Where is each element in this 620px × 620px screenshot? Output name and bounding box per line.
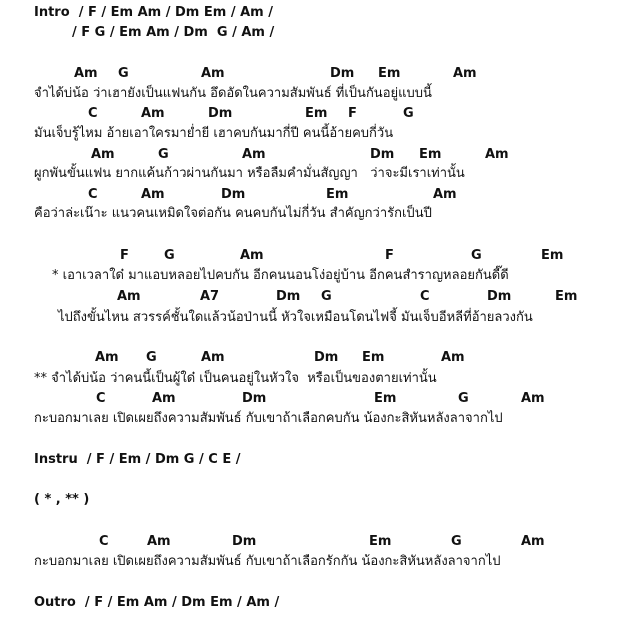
chord-label: Am — [95, 350, 119, 365]
chord-label: C — [88, 106, 98, 121]
chord-label: Dm — [232, 534, 257, 549]
chord-label: G — [451, 534, 462, 549]
chord-label: G — [403, 106, 414, 121]
chord-label: Am — [240, 248, 264, 263]
chord-label: G — [471, 248, 482, 263]
chord-label: G — [158, 147, 169, 162]
chord-label: Am — [141, 106, 165, 121]
chord-label: C — [88, 187, 98, 202]
chord-label: C — [99, 534, 109, 549]
chord-label: C — [96, 391, 106, 406]
chord-label: Am — [201, 350, 225, 365]
chord-label: Am — [147, 534, 171, 549]
chord-label: Am — [453, 66, 477, 81]
lyric-line: จำได้บ่น้อ ว่าเฮายังเป็นแฟนกัน อึดอัดในความสัมพันธ์ ที่เป็นกันอยู่แบบนี้ — [34, 86, 432, 101]
chord-label: Dm — [208, 106, 233, 121]
chord-label: G — [146, 350, 157, 365]
chord-label: Am — [91, 147, 115, 162]
chord-label: Em — [541, 248, 564, 263]
chord-label: Am — [201, 66, 225, 81]
lyric-line: กะบอกมาเลย เปิดเผยถึงความสัมพันธ์ กับเขาถ้าเลือกคบกัน น้องกะสิหันหลังลาจากไป — [34, 411, 503, 426]
chord-label: Em — [305, 106, 328, 121]
chord-label: Am — [74, 66, 98, 81]
chord-label: C — [420, 289, 430, 304]
chord-label: Dm — [221, 187, 246, 202]
lyric-line: ผูกพันขั้นแฟน ยากแค้นก้าวผ่านกันมา หรือลืมคำมั่นสัญญา ว่าจะมีเราเท่านั้น — [34, 166, 465, 181]
lyric-line: มันเจ็บรู้ไหม อ้ายเอาใครมาย่ำยี เฮาคบกันมากี่ปี คนนี้อ้ายคบกี่วัน — [34, 126, 394, 141]
chord-label: Em — [374, 391, 397, 406]
chord-label: Dm — [276, 289, 301, 304]
chord-label: Am — [433, 187, 457, 202]
lyric-line: ไปถึงขั้นไหน สวรรค์ชั้นใดแล้วน้อป่านนี้ หัวใจเหมือนโดนไฟจี้ มันเจ็บอีหลีที่อ้ายลวงกัน — [58, 310, 533, 325]
chord-label: G — [164, 248, 175, 263]
chord-label: Am — [117, 289, 141, 304]
intro-line-2: / F G / Em Am / Dm G / Am / — [72, 25, 275, 40]
repeat-marker: ( * , ** ) — [34, 492, 90, 507]
chord-label: Am — [242, 147, 266, 162]
outro-line: Outro / F / Em Am / Dm Em / Am / — [34, 595, 280, 610]
chord-label: G — [118, 66, 129, 81]
chord-label: Dm — [330, 66, 355, 81]
chord-label: Em — [362, 350, 385, 365]
chord-label: Am — [521, 534, 545, 549]
chord-label: Em — [419, 147, 442, 162]
chord-label: Am — [141, 187, 165, 202]
chord-label: Dm — [370, 147, 395, 162]
chord-label: G — [321, 289, 332, 304]
chord-label: Am — [152, 391, 176, 406]
chord-label: F — [348, 106, 357, 121]
lyric-line: * เอาเวลาใด๋ มาแอบหลอยไปคบกัน อีกคนนอนโง่อยู่บ้าน อีกคนสำราญหลอยกันดี๊ดี — [52, 268, 509, 283]
chord-label: A7 — [200, 289, 220, 304]
chord-label: Am — [521, 391, 545, 406]
chord-label: Em — [326, 187, 349, 202]
chord-label: Em — [555, 289, 578, 304]
lyric-line: คือว่าล่ะเน๊าะ แนวคนเหมิดใจต่อกัน คนคบกันไม่กี่วัน สำคัญกว่ารักเป็นปี — [34, 206, 432, 221]
chord-label: F — [385, 248, 394, 263]
chord-label: F — [120, 248, 129, 263]
lyric-line: ** จำได้บ่น้อ ว่าคนนี้เป็นผู้ใด๋ เป็นคนอยู่ในหัวใจ หรือเป็นของตายเท่านั้น — [34, 371, 437, 386]
intro-line-1: Intro / F / Em Am / Dm Em / Am / — [34, 5, 273, 20]
chord-label: Am — [485, 147, 509, 162]
instru-line: Instru / F / Em / Dm G / C E / — [34, 452, 241, 467]
chord-label: Dm — [314, 350, 339, 365]
chord-label: Dm — [242, 391, 267, 406]
lyric-line: กะบอกมาเลย เปิดเผยถึงความสัมพันธ์ กับเขาถ้าเลือกรักกัน น้องกะสิหันหลังลาจากไป — [34, 554, 501, 569]
chord-label: Dm — [487, 289, 512, 304]
chord-label: Em — [378, 66, 401, 81]
chord-label: Am — [441, 350, 465, 365]
chord-label: G — [458, 391, 469, 406]
chord-label: Em — [369, 534, 392, 549]
